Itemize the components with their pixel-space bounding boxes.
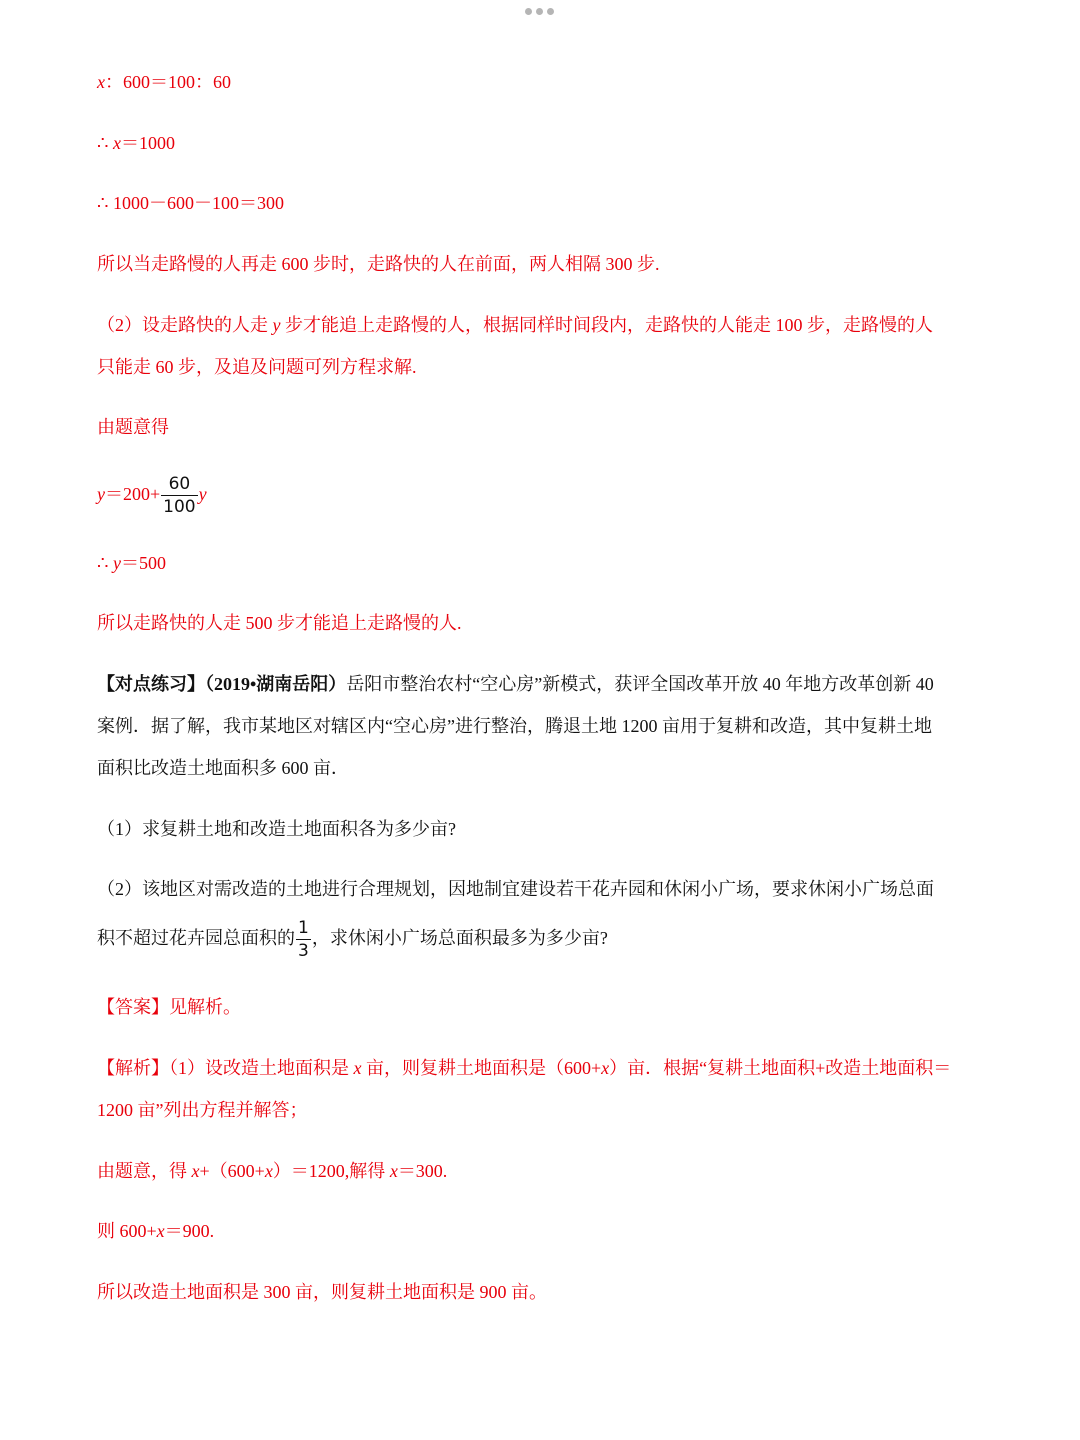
equation-text: ＝1000 bbox=[120, 133, 175, 153]
therefore-symbol: ∴ bbox=[97, 133, 113, 153]
more-options-icon[interactable] bbox=[525, 8, 554, 15]
equation-ratio bbox=[97, 70, 985, 94]
exercise-line1 bbox=[97, 672, 985, 696]
text-segment: ，求休闲小广场总面积最多为多少亩? bbox=[311, 928, 608, 948]
equation-text: ：600＝100：60 bbox=[105, 72, 231, 92]
var-y: y bbox=[97, 484, 105, 504]
dot-icon bbox=[536, 8, 543, 15]
conclusion-part1: 所以当走路慢的人再走 600 步时，走路快的人在前面，两人相隔 300 步. bbox=[97, 254, 660, 274]
fraction-denominator: 100 bbox=[163, 497, 196, 518]
answer-line bbox=[97, 995, 985, 1019]
var-x: x bbox=[97, 72, 105, 92]
solution-equation bbox=[97, 1159, 985, 1183]
var-y: y bbox=[272, 315, 281, 335]
answer-text: 见解析。 bbox=[169, 997, 241, 1017]
var-x: x bbox=[156, 1221, 165, 1241]
var-y: y bbox=[112, 553, 121, 573]
final-conclusion: 所以改造土地面积是 300 亩，则复耕土地面积是 900 亩。 bbox=[97, 1282, 547, 1302]
fraction-numerator: 1 bbox=[298, 918, 309, 939]
text-segment: 则 600+ bbox=[97, 1221, 157, 1241]
text-segment: （2）设走路快的人走 bbox=[97, 315, 273, 335]
text-segment: +（600+ bbox=[199, 1161, 265, 1181]
equation-y bbox=[97, 470, 985, 518]
dot-icon bbox=[547, 8, 554, 15]
by-problem-statement: 由题意得 bbox=[97, 417, 169, 437]
text-segment: 由题意，得 bbox=[97, 1161, 192, 1181]
exercise-line2: 案例．据了解，我市某地区对辖区内“空心房”进行整治，腾退土地 1200 亩用于复耕和改造，其中复耕土地 bbox=[97, 716, 932, 736]
text-segment: ＝900. bbox=[164, 1221, 215, 1241]
text-segment: ）＝1200,解得 bbox=[272, 1161, 390, 1181]
question-2-line1: （2）该地区对需改造的土地进行合理规划，因地制宜建设若干花卉园和休闲小广场，要求休闲小广场总面 bbox=[97, 879, 934, 899]
question-1: （1）求复耕土地和改造土地面积各为多少亩? bbox=[97, 819, 456, 839]
equation-text: ＝500 bbox=[120, 553, 166, 573]
text-segment: 积不超过花卉园总面积的 bbox=[97, 928, 295, 948]
text-segment: 步才能追上走路慢的人，根据同样时间段内，走路快的人能走 100 步，走路慢的人 bbox=[280, 315, 933, 335]
part2-intro-line1 bbox=[97, 313, 985, 337]
exercise-line3: 面积比改造土地面积多 600 亩． bbox=[97, 758, 349, 778]
var-x: x bbox=[112, 133, 121, 153]
analysis-line1 bbox=[97, 1056, 985, 1080]
var-x: x bbox=[264, 1161, 273, 1181]
exercise-text: 岳阳市整治农村“空心房”新模式，获评全国改革开放 40 年地方改革创新 40 bbox=[346, 674, 934, 694]
analysis-line2: 1200 亩”列出方程并解答； bbox=[97, 1100, 308, 1120]
var-x: x bbox=[601, 1058, 610, 1078]
fraction-denominator: 3 bbox=[298, 941, 309, 962]
dot-icon bbox=[525, 8, 532, 15]
fraction-numerator: 60 bbox=[161, 473, 197, 496]
var-x: x bbox=[389, 1161, 398, 1181]
exercise-source: （2019•湖南岳阳） bbox=[205, 674, 347, 694]
text-segment: ）亩．根据“复耕土地面积+改造土地面积＝ bbox=[609, 1058, 952, 1078]
text-segment: 亩，则复耕土地面积是（600+ bbox=[361, 1058, 602, 1078]
solution-sum bbox=[97, 1219, 985, 1243]
var-x: x bbox=[353, 1058, 362, 1078]
var-x: x bbox=[191, 1161, 200, 1181]
equation-y-result bbox=[97, 551, 985, 575]
text-segment: ＝300. bbox=[397, 1161, 448, 1181]
exercise-label: 【对点练习】 bbox=[97, 674, 205, 694]
part2-intro-line2: 只能走 60 步，及追及问题可列方程求解. bbox=[97, 357, 417, 377]
equation-x-result bbox=[97, 131, 985, 155]
fraction bbox=[296, 917, 311, 962]
text-segment: （1）设改造土地面积是 bbox=[169, 1058, 354, 1078]
fraction bbox=[161, 473, 197, 518]
equation-text: ＝200+ bbox=[105, 484, 161, 504]
var-y: y bbox=[198, 484, 207, 504]
question-2-line2 bbox=[97, 914, 985, 962]
conclusion-part2: 所以走路快的人走 500 步才能追上走路慢的人. bbox=[97, 613, 462, 633]
therefore-symbol: ∴ bbox=[97, 553, 113, 573]
analysis-label: 【解析】 bbox=[97, 1058, 169, 1078]
equation-difference: ∴ 1000－600－100＝300 bbox=[97, 193, 284, 213]
answer-label: 【答案】 bbox=[97, 997, 169, 1017]
